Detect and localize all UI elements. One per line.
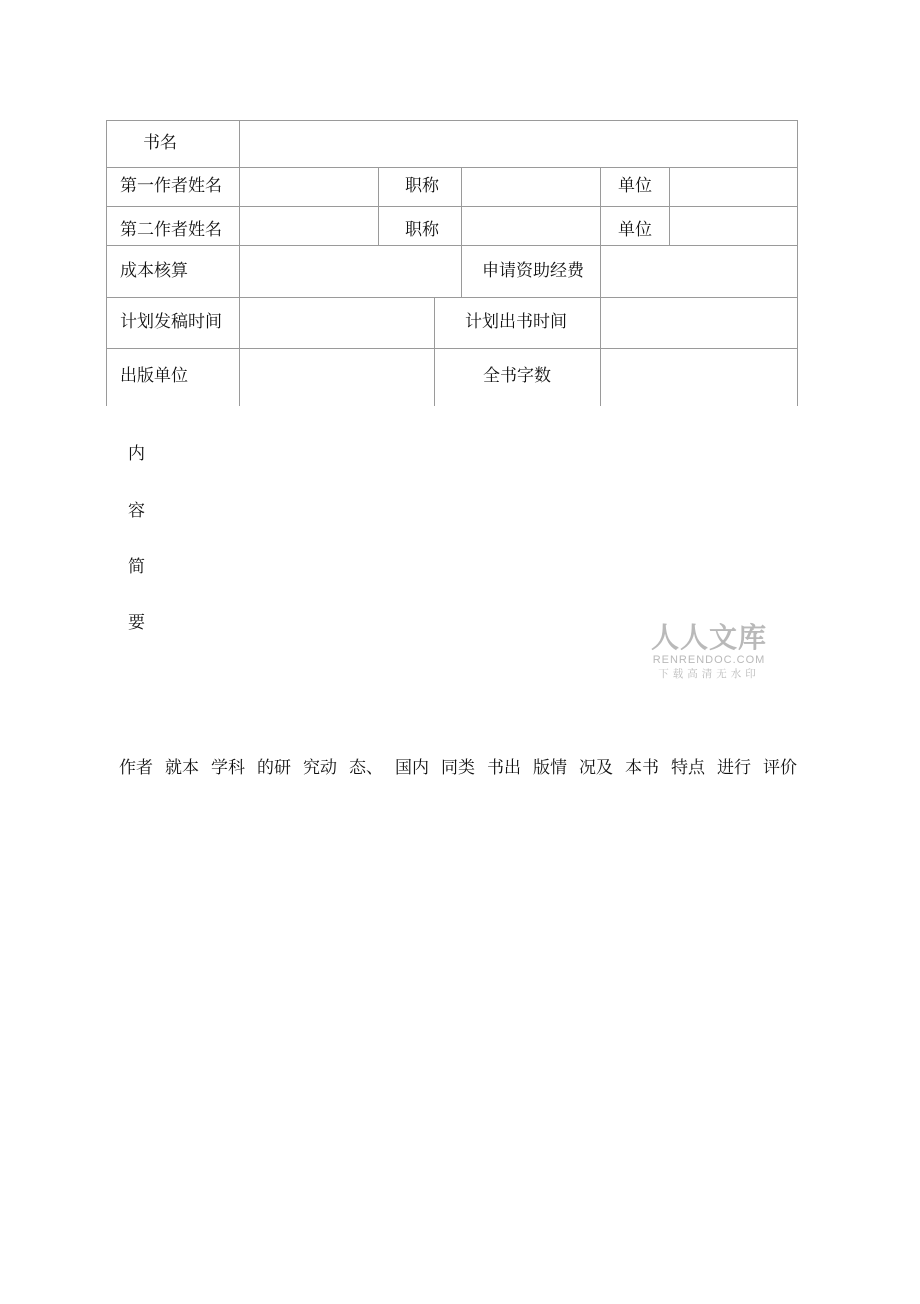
- assessment-fragment: 特点: [671, 758, 705, 778]
- assessment-fragment: 评价: [763, 758, 797, 778]
- assessment-fragment: 就本: [165, 758, 199, 778]
- assessment-fragment: 的研: [257, 758, 291, 778]
- table-rule: [106, 297, 798, 298]
- summary-label-char: 要: [128, 613, 145, 633]
- summary-label-char: 简: [128, 557, 145, 577]
- table-rule: [106, 167, 798, 168]
- assessment-fragment: 究动: [303, 758, 337, 778]
- manuscript-submission-time-label: 计划发稿时间: [120, 312, 222, 332]
- publication-time-label: 计划出书时间: [465, 312, 567, 332]
- table-rule: [797, 120, 798, 406]
- summary-label-char: 内: [128, 444, 145, 464]
- assessment-fragment: 本书: [625, 758, 659, 778]
- funding-request-label: 申请资助经费: [482, 261, 584, 281]
- table-rule: [106, 348, 798, 349]
- table-rule: [239, 120, 240, 406]
- assessment-fragment: 作者: [119, 758, 153, 778]
- assessment-fragment: 进行: [717, 758, 751, 778]
- table-rule: [669, 167, 670, 245]
- assessment-fragment: 学科: [211, 758, 245, 778]
- assessment-fragment: 态、: [349, 758, 383, 778]
- assessment-fragment: 同类: [441, 758, 475, 778]
- book-title-label: 书名: [143, 133, 177, 153]
- table-rule: [461, 167, 462, 297]
- table-rule: [378, 167, 379, 245]
- assessment-line: [0, 760, 920, 780]
- watermark: [647, 621, 771, 680]
- table-rule: [106, 245, 798, 246]
- second-author-title-label: 职称: [405, 220, 439, 240]
- assessment-fragment: 况及: [579, 758, 613, 778]
- watermark-brand: 人人文库: [650, 621, 767, 654]
- second-author-name-label: 第二作者姓名: [120, 220, 222, 240]
- word-count-label: 全书字数: [483, 366, 551, 386]
- summary-label-char: 容: [128, 501, 145, 521]
- first-author-name-label: 第一作者姓名: [120, 176, 222, 196]
- cost-accounting-label: 成本核算: [120, 261, 188, 281]
- first-author-title-label: 职称: [405, 176, 439, 196]
- first-author-unit-label: 单位: [618, 176, 652, 196]
- watermark-slogan: 下载高清无水印: [658, 668, 760, 680]
- assessment-fragment: 版情: [533, 758, 567, 778]
- table-rule: [600, 167, 601, 406]
- assessment-fragment: 书出: [487, 758, 521, 778]
- second-author-unit-label: 单位: [618, 220, 652, 240]
- watermark-domain: RENRENDOC.COM: [652, 654, 766, 666]
- table-rule: [106, 206, 798, 207]
- table-rule: [434, 297, 435, 406]
- publisher-label: 出版单位: [120, 366, 188, 386]
- assessment-fragment: 国内: [395, 758, 429, 778]
- table-rule: [106, 120, 798, 121]
- table-rule: [106, 120, 107, 406]
